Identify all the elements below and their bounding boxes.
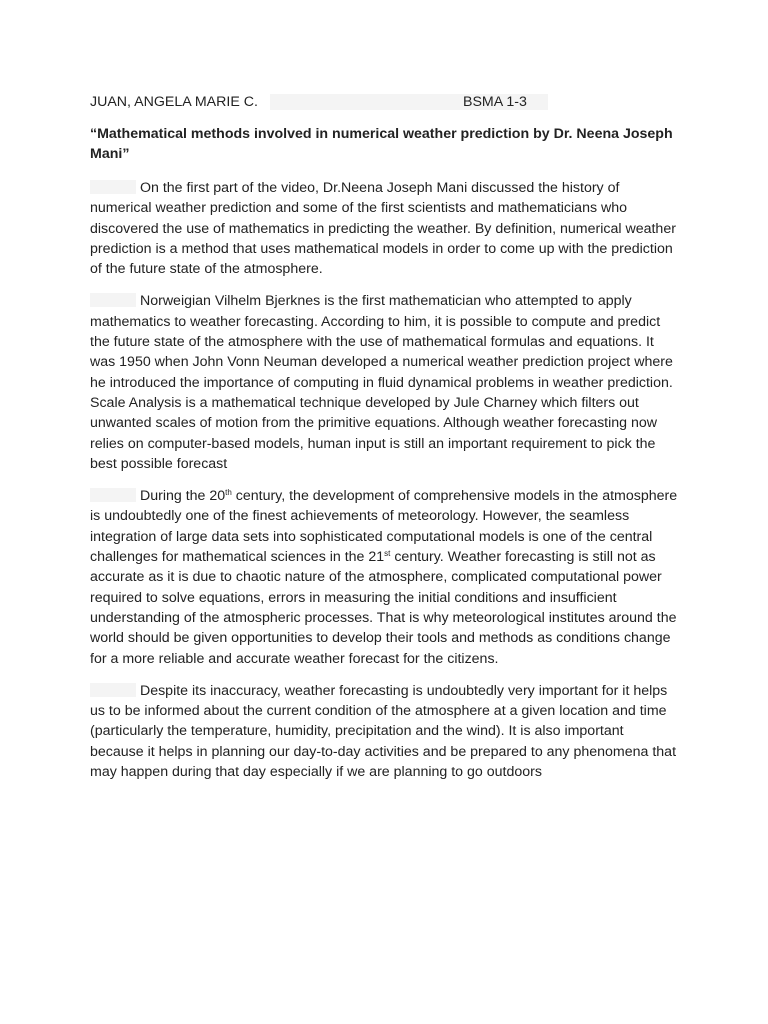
paragraph-2: [90, 291, 680, 474]
paragraph-3: [90, 486, 680, 669]
class-section: BSMA 1-3: [463, 94, 527, 110]
superscript-st: st: [384, 549, 391, 559]
student-name: JUAN, ANGELA MARIE C.: [90, 94, 258, 110]
paragraph-indent: [90, 683, 136, 697]
paragraph-2-text: Norweigian Vilhelm Bjerknes is the first mathematician who attempted to apply mathematics to weather forecasting. According to him, it is possible to compute and predict the future state of the atmosphere with the use of mathematical formulas and equations. It was 1950 when John Vonn Neuman developed a numerical weather prediction project where he introduced the importance of computing in fluid dynamical problems in weather prediction. Scale Analysis is a mathematical technique developed by Jule Charney which filters out unwanted scales of motion from the primitive equations. Although weather forecasting now relies on computer-based models, human input is still an important requirement to pick the best possible forecast: [90, 293, 673, 472]
paragraph-3-text-c: century. Weather forecasting is still not as accurate as it is due to chaotic nature of the atmosphere, complicated computational power required to solve equations, errors in measuring the initial conditions and insufficient understanding of the atmospheric processes. That is why meteorological institutes around the world should be given opportunities to develop their tools and methods as conditions change for a more reliable and accurate weather forecast for the citizens.: [90, 549, 677, 667]
paragraph-3-text-a: During the 20: [139, 488, 226, 505]
paragraph-4: [90, 681, 680, 782]
paragraph-3-text-b: century, the development of comprehensive models in the atmosphere is undoubtedly one of the finest achievements of meteorology. However, the seamless integration of large data sets into sophisticated computational models is one of the central challenges for mathematical sciences in the 21: [90, 488, 678, 566]
paragraph-indent: [90, 180, 136, 194]
document-title: “Mathematical methods involved in numerical weather prediction by Dr. Neena Joseph Mani”: [90, 126, 673, 162]
document-header: [90, 92, 680, 112]
paragraph-1: [90, 178, 680, 279]
paragraph-4-text: Despite its inaccuracy, weather forecasting is undoubtedly very important for it helps us to be informed about the current condition of the atmosphere at a given location and time (particularly the temperature, humidity, precipitation and the wind). It is also important because it helps in planning our day-to-day activities and be prepared to any phenomena that may happen during that day especially if we are planning to go outdoors: [90, 682, 677, 781]
paragraph-1-text: On the first part of the video, Dr.Neena Joseph Mani discussed the history of numerical weather prediction and some of the first scientists and mathematicians who discovered the use of mathematics in predicting the weather. By definition, numerical weather prediction is a method that uses mathematical models in order to come up with the prediction of the future state of the atmosphere.: [90, 180, 676, 278]
document-page: [90, 92, 680, 782]
superscript-th: th: [225, 488, 232, 498]
paragraph-indent: [90, 293, 136, 307]
paragraph-indent: [90, 488, 136, 502]
